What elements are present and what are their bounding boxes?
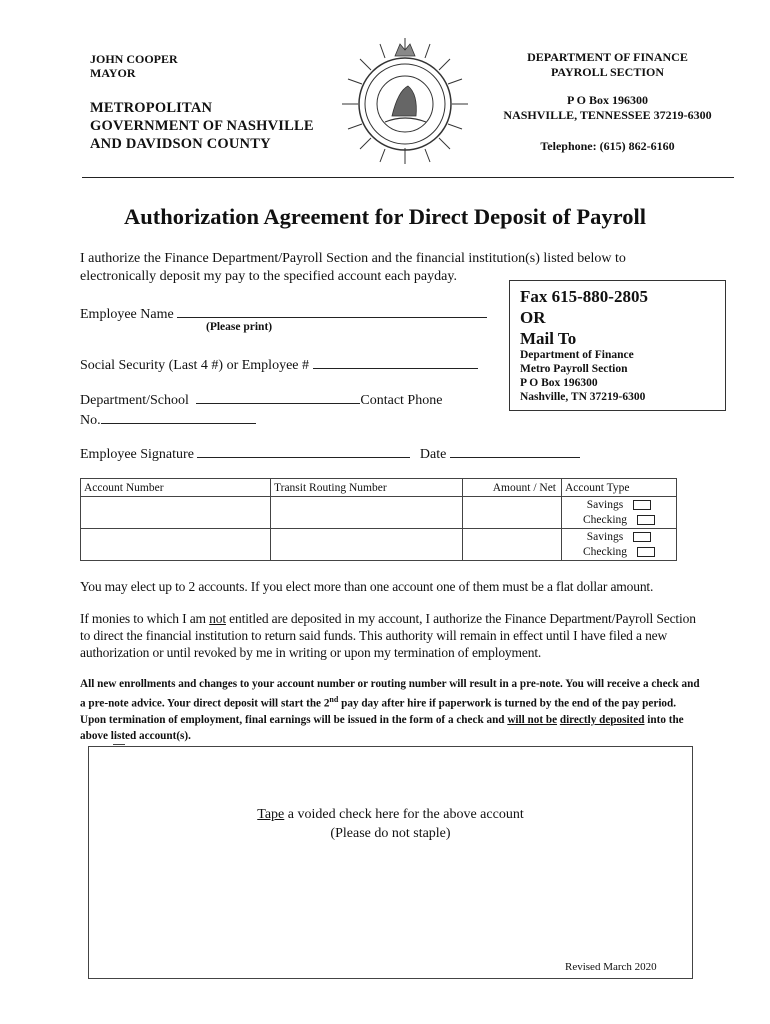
header-right [490, 50, 725, 154]
return-funds-not: not [209, 611, 226, 626]
mayor-name: JOHN COOPER [90, 52, 178, 66]
account-table-header [81, 479, 677, 497]
fax-mail-box [509, 280, 726, 411]
mayor-title: MAYOR [90, 66, 136, 80]
checking-checkbox-2[interactable] [637, 547, 655, 557]
routing-number-cell-1[interactable] [271, 497, 463, 529]
ssn-label: Social Security (Last 4 #) or Employee # [80, 358, 309, 373]
or-text: OR [520, 308, 546, 327]
notice-will-not-be: will not be [507, 713, 558, 726]
notice-part-2: pay day after hire if paperwork is turned by the end of the pay period. Upon termination of employment, final earnings will be issued in the form of a check and [80, 697, 677, 726]
employee-name-label: Employee Name [80, 307, 174, 322]
routing-number-cell-2[interactable] [271, 529, 463, 561]
revision-date: Revised March 2020 [565, 961, 657, 973]
department-label: Department/School [80, 393, 189, 408]
tape-line-1: a voided check here for the above account [284, 807, 524, 822]
ssn-row [80, 355, 478, 374]
phone-no-label: No. [80, 413, 101, 428]
org-name [90, 99, 314, 153]
fax-block [520, 286, 648, 349]
amount-cell-1[interactable] [463, 497, 562, 529]
please-print-note: (Please print) [206, 321, 273, 333]
account-type-header: Account Type [562, 479, 677, 497]
savings-label-2: Savings [586, 531, 624, 543]
telephone: Telephone: (615) 862-6160 [540, 139, 675, 153]
signature-field[interactable] [197, 444, 410, 458]
notice-superscript: nd [329, 695, 339, 704]
department-field[interactable] [196, 390, 360, 404]
dept-line-2: PAYROLL SECTION [550, 65, 665, 79]
return-funds-text [80, 610, 700, 661]
dept-line-1: DEPARTMENT OF FINANCE [527, 50, 688, 64]
metro-seal-icon [340, 36, 470, 166]
date-field[interactable] [450, 444, 580, 458]
org-line-3: AND DAVIDSON COUNTY [90, 136, 271, 152]
voided-check-area [88, 746, 693, 979]
employee-name-field[interactable] [177, 304, 487, 318]
city-line: NASHVILLE, TENNESSEE 37219-6300 [503, 108, 712, 122]
mail-address-line-4: Nashville, TN 37219-6300 [520, 391, 646, 403]
contact-phone-field[interactable] [101, 410, 256, 424]
prenote-notice [80, 676, 702, 744]
checking-label-1: Checking [582, 514, 628, 526]
account-number-cell-2[interactable] [81, 529, 271, 561]
org-line-1: METROPOLITAN [90, 100, 213, 116]
tape-word: Tape [257, 807, 285, 822]
mail-address-line-2: Metro Payroll Section [520, 363, 628, 375]
header-divider [82, 177, 734, 178]
tape-instructions [89, 805, 692, 843]
department-row [80, 390, 442, 430]
mail-to-text: Mail To [520, 329, 577, 348]
mail-address-line-1: Department of Finance [520, 349, 634, 361]
header-left [90, 52, 314, 153]
account-number-cell-1[interactable] [81, 497, 271, 529]
org-line-2: GOVERNMENT OF NASHVILLE [90, 118, 314, 134]
table-row [81, 497, 677, 529]
employee-name-row [80, 304, 487, 323]
notice-part-1: All new enrollments and changes to your account number or routing number will result in a pre-note. You will receive a check and a pre-note advice. Your direct deposit will start the 2 [80, 678, 700, 710]
return-funds-post: entitled are deposited in my account, I authorize the Finance Department/Payroll Section to direct the financial institution to return said funds. This authority will remain in effect until I have filed a new authorization or until revoked by me in writing or upon my termination of employment. [80, 611, 696, 660]
elect-accounts-text: You may elect up to 2 accounts. If you elect more than one account one of them must be a flat dollar amount. [80, 579, 654, 594]
contact-phone-label: Contact Phone [360, 393, 443, 408]
po-box: P O Box 196300 [566, 93, 648, 107]
routing-number-header: Transit Routing Number [271, 479, 463, 497]
account-type-cell-2 [562, 529, 677, 561]
account-type-cell-1 [562, 497, 677, 529]
savings-checkbox-1[interactable] [633, 500, 651, 510]
checking-label-2: Checking [582, 546, 628, 558]
notice-part-3: into the above listed account(s). [80, 713, 684, 742]
form-title: Authorization Agreement for Direct Deposit of Payroll [124, 204, 646, 229]
return-funds-pre: If monies to which I am [80, 611, 210, 626]
fax-number: Fax 615-880-2805 [520, 287, 648, 306]
box-tick-mark [113, 744, 125, 745]
signature-label: Employee Signature [80, 447, 194, 462]
amount-cell-2[interactable] [463, 529, 562, 561]
savings-label-1: Savings [586, 499, 624, 511]
checking-checkbox-1[interactable] [637, 515, 655, 525]
table-row [81, 529, 677, 561]
savings-checkbox-2[interactable] [633, 532, 651, 542]
intro-text: I authorize the Finance Department/Payroll Section and the financial institution(s) listed below to electronically deposit my pay to the specified account each payday. [80, 251, 626, 284]
amount-header: Amount / Net [463, 479, 562, 497]
account-number-header: Account Number [81, 479, 271, 497]
mail-address-line-3: P O Box 196300 [520, 377, 598, 389]
tape-line-2: (Please do not staple) [330, 826, 451, 841]
signature-row [80, 444, 580, 463]
notice-directly-deposited: directly deposited [559, 713, 645, 726]
account-table [80, 478, 677, 561]
mail-address [520, 348, 645, 404]
date-label: Date [419, 447, 447, 462]
ssn-field[interactable] [313, 355, 478, 369]
